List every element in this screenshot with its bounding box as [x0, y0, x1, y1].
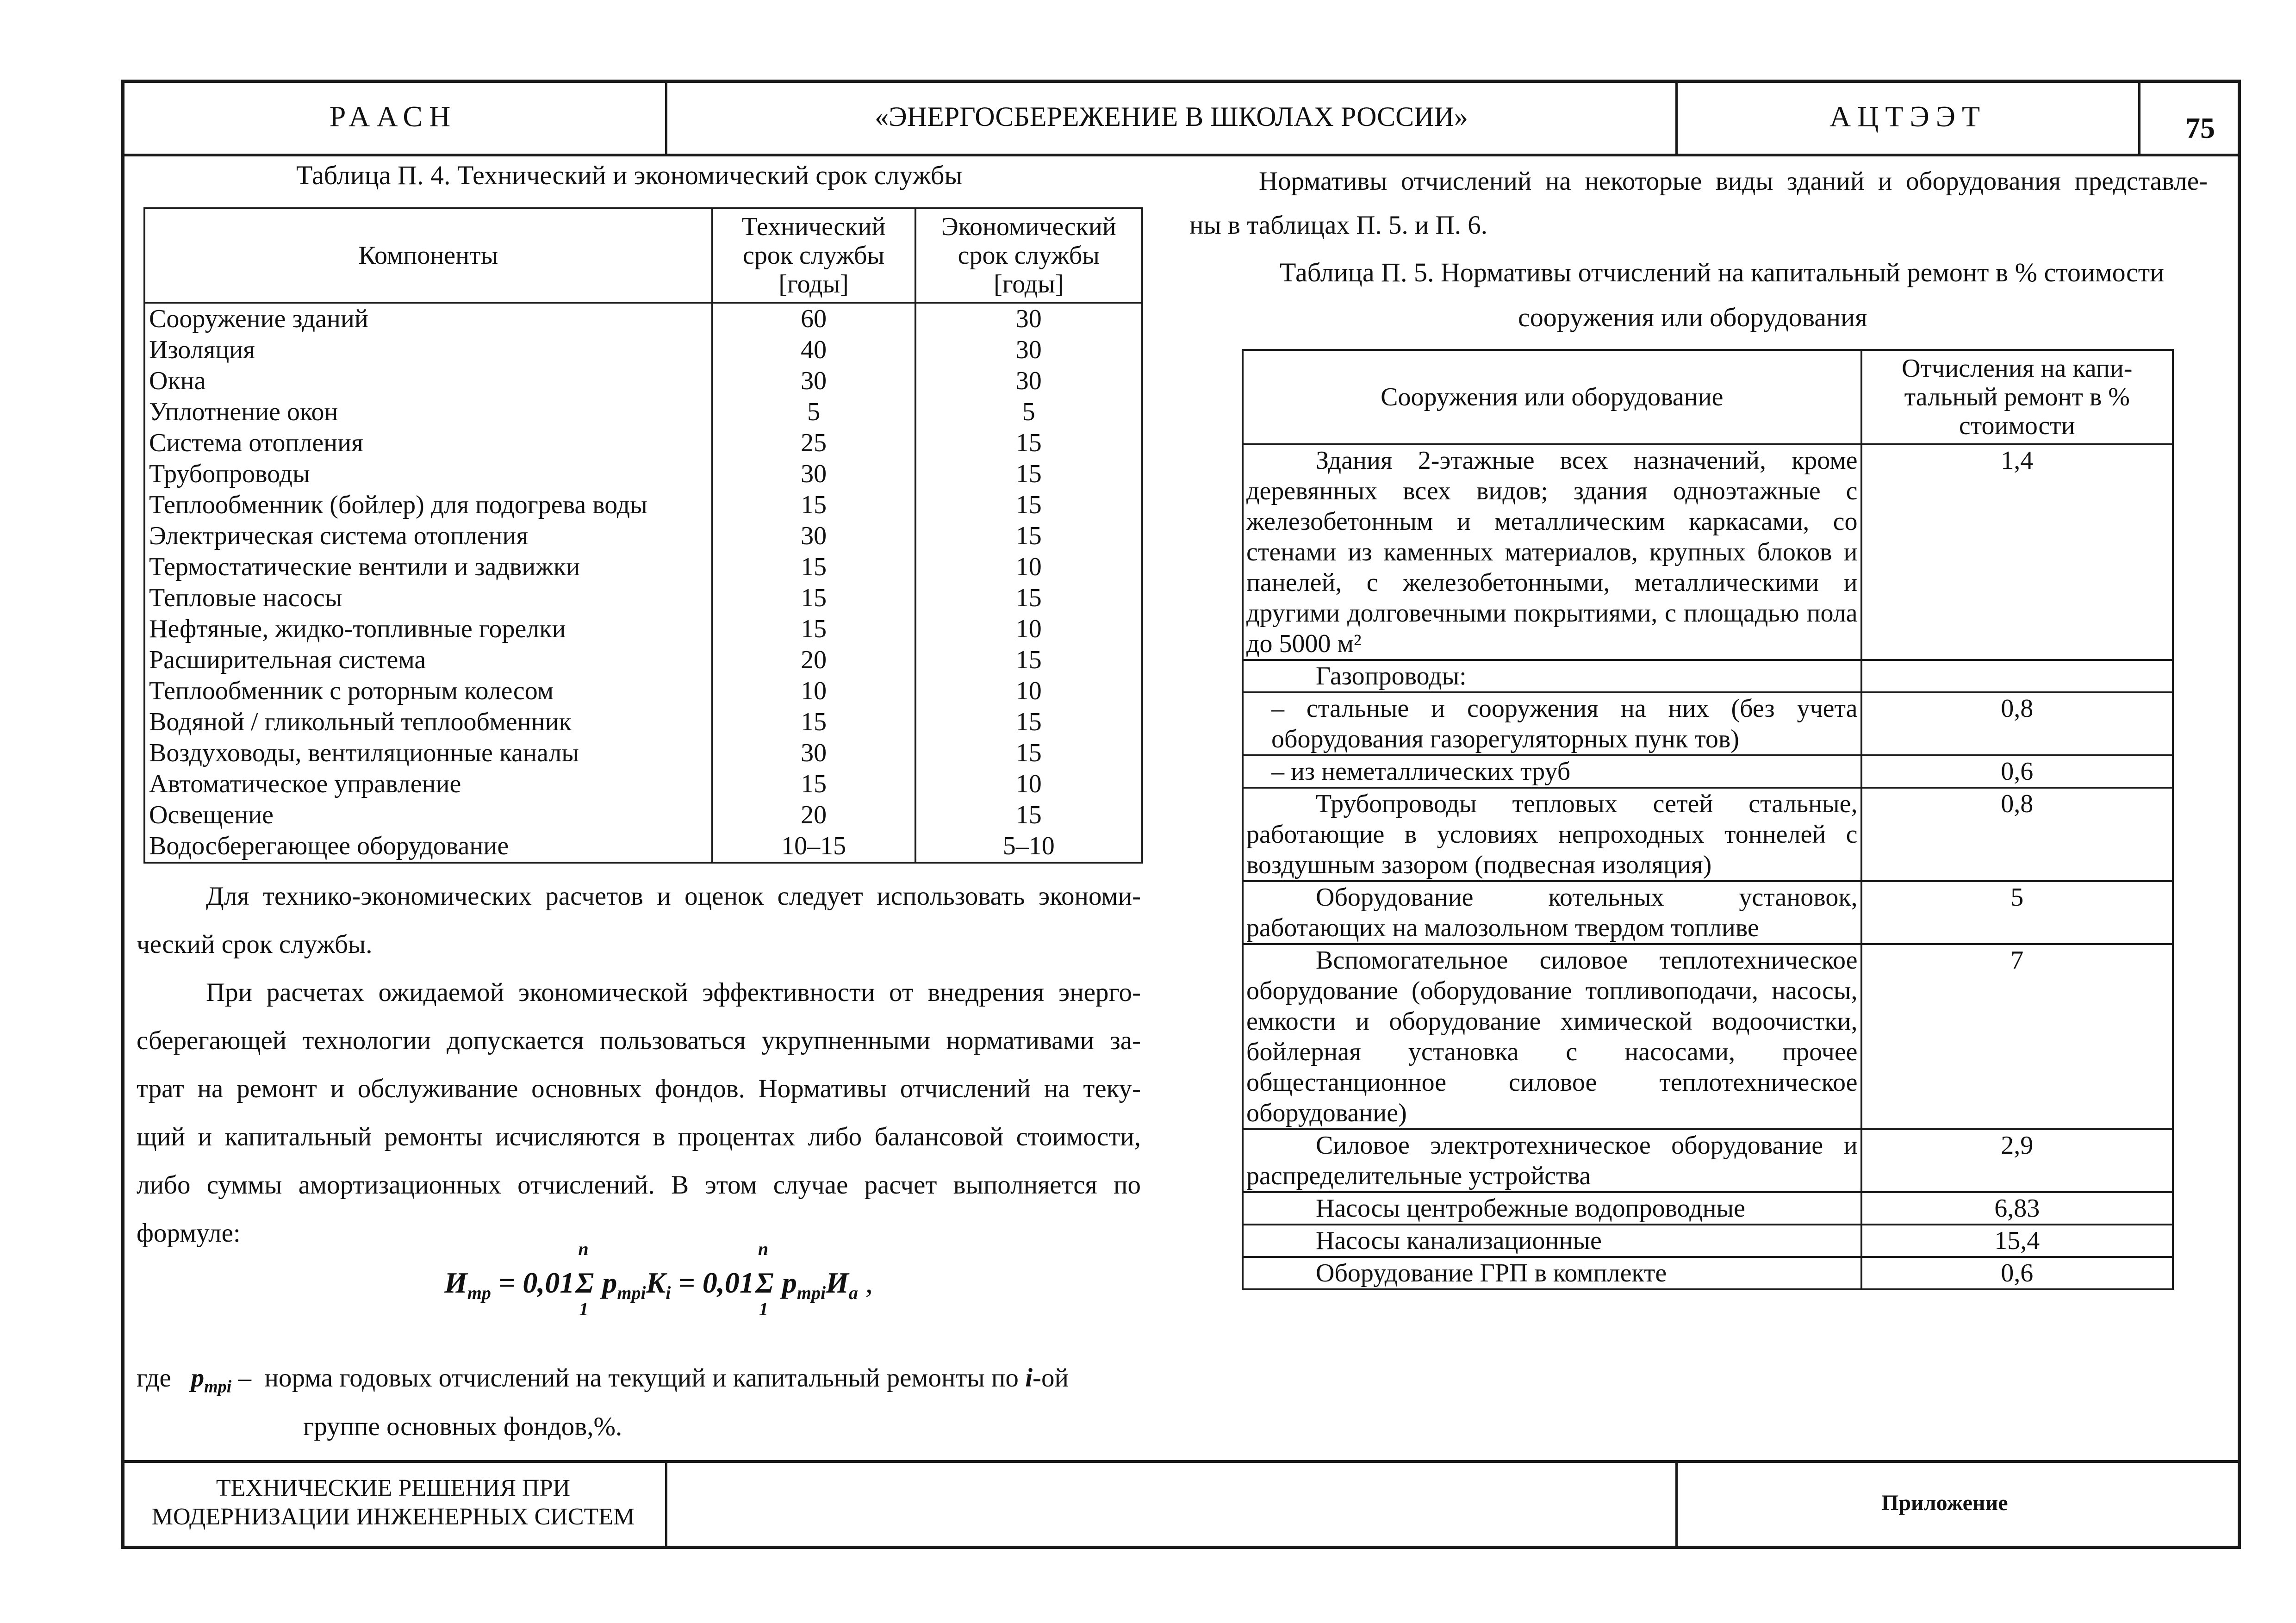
- table4-cell-econ: 15: [915, 490, 1143, 521]
- formula-ia: И: [826, 1266, 849, 1299]
- table5-row: [1243, 660, 2173, 692]
- table4-cell-econ: 15: [915, 707, 1143, 738]
- table4-cell-name: Тепловые насосы: [144, 583, 712, 614]
- table4-cell-name: Автоматическое управление: [144, 769, 712, 800]
- formula-lhs: И: [444, 1266, 467, 1299]
- table4-cell-tech: 15: [712, 707, 915, 738]
- formula: [444, 1238, 873, 1349]
- econ-header-line1: Экономический: [941, 212, 1116, 241]
- table4-row: [144, 521, 1142, 552]
- table5-row: [1243, 755, 2173, 788]
- table4-cell-econ: 30: [915, 303, 1143, 335]
- where-text: норма годовых отчислений на текущий и капитальный ремонты по: [264, 1363, 1019, 1393]
- table5-cell-value: 0,8: [1861, 788, 2173, 881]
- table4-cell-econ: 30: [915, 366, 1143, 397]
- table5-cell-value: 7: [1861, 944, 2173, 1129]
- table5-caption-line2: сооружения или оборудования: [1518, 302, 1867, 332]
- where-line-2: группе основных фондов,%.: [303, 1412, 622, 1441]
- table4-cell-tech: 30: [712, 521, 915, 552]
- paragraph-1-line-1: Для технико-экономических расчетов и оценок следует использовать экономи-: [206, 882, 1141, 911]
- table5: [1242, 349, 2174, 1290]
- table5-cell-value: 0,6: [1861, 1257, 2173, 1289]
- table5-cell-object: Газопроводы:: [1243, 660, 1861, 692]
- table5-cell-value: [1861, 660, 2173, 692]
- footer-title-line2: МОДЕРНИЗАЦИИ ИНЖЕНЕРНЫХ СИСТЕМ: [151, 1504, 635, 1530]
- formula-p2: p: [782, 1266, 797, 1299]
- header-divider-3: [2138, 80, 2140, 155]
- table4-cell-tech: 30: [712, 459, 915, 490]
- table4-header-econ: [915, 208, 1143, 303]
- table5-row: [1243, 1225, 2173, 1257]
- table4-cell-econ: 15: [915, 521, 1143, 552]
- page-number: 75: [2185, 112, 2215, 144]
- table4-row: [144, 552, 1142, 583]
- table4-cell-econ: 10: [915, 614, 1143, 645]
- pct-header-line1: Отчисления на капи-: [1902, 354, 2133, 383]
- where-symbol-sub: трі: [204, 1377, 232, 1397]
- table4-cell-name: Трубопроводы: [144, 459, 712, 490]
- table5-cell-object: – стальные и сооружения на них (без учета оборудования газорегуляторных пунк тов): [1243, 692, 1861, 755]
- pct-header-line3: стоимости: [1959, 411, 2075, 440]
- table5-cell-object: Здания 2-этажные всех назначений, кроме деревянных всех видов; здания одноэтажные с железобетонным и металлическим каркасами, со стенами из каменных материалов, крупных блоков и панелей, с железобетонными, металлическими и другими долговечными покрытиями, с площадью пола до 5000 м²: [1243, 444, 1861, 660]
- table5-cell-object: Насосы центробежные водопроводные: [1243, 1192, 1861, 1225]
- table4-cell-tech: 30: [712, 366, 915, 397]
- formula-p2-sub: трі: [796, 1282, 826, 1303]
- table4-row: [144, 459, 1142, 490]
- sum-2-top: n: [758, 1238, 769, 1259]
- footer-divider: [121, 1460, 2241, 1463]
- table4-cell-tech: 15: [712, 583, 915, 614]
- formula-k: K: [646, 1266, 666, 1299]
- table4-cell-tech: 15: [712, 490, 915, 521]
- table5-cell-value: 15,4: [1861, 1225, 2173, 1257]
- table4-cell-econ: 5–10: [915, 831, 1143, 863]
- table4-cell-econ: 15: [915, 459, 1143, 490]
- table4-row: [144, 490, 1142, 521]
- table5-header-object: Сооружения или оборудование: [1243, 350, 1861, 444]
- sum-1-bottom: 1: [579, 1299, 589, 1319]
- table4-cell-name: Нефтяные, жидко-топливные горелки: [144, 614, 712, 645]
- table4-cell-tech: 15: [712, 769, 915, 800]
- table4-cell-name: Освещение: [144, 800, 712, 831]
- table5-row: [1243, 444, 2173, 660]
- table5-row: [1243, 788, 2173, 881]
- right-paragraph-line-1: Нормативы отчислений на некоторые виды зданий и оборудования представле-: [1259, 167, 2208, 196]
- table4-cell-econ: 10: [915, 676, 1143, 707]
- footer-divider-2: [1675, 1460, 1678, 1549]
- tech-header-line1: Технический: [741, 212, 886, 241]
- formula-ia-sub: a: [848, 1282, 858, 1303]
- sum-1-sign: Σ: [575, 1266, 594, 1299]
- table5-cell-value: 6,83: [1861, 1192, 2173, 1225]
- paragraph-2-line-6: формуле:: [137, 1219, 241, 1248]
- table4-cell-name: Сооружение зданий: [144, 303, 712, 335]
- table5-row: [1243, 1257, 2173, 1289]
- table4-cell-tech: 10–15: [712, 831, 915, 863]
- table5-header-row: [1243, 350, 2173, 444]
- table5-cell-value: 0,8: [1861, 692, 2173, 755]
- table4-cell-econ: 15: [915, 428, 1143, 459]
- table4-row: [144, 303, 1142, 335]
- table4-cell-econ: 15: [915, 583, 1143, 614]
- table5-cell-object: – из неметаллических труб: [1243, 755, 1861, 788]
- econ-header-line2: срок службы: [958, 241, 1100, 270]
- paragraph-1-line-2: ческий срок службы.: [137, 930, 373, 959]
- table4-cell-name: Изоляция: [144, 335, 712, 366]
- table4-row: [144, 676, 1142, 707]
- sum-1-top: n: [578, 1238, 589, 1259]
- where-i: i: [1025, 1363, 1033, 1393]
- table4-cell-econ: 5: [915, 397, 1143, 428]
- footer-divider-1: [665, 1460, 667, 1549]
- table4-caption: Таблица П. 4. Технический и экономический срок службы: [296, 160, 963, 190]
- table4-row: [144, 769, 1142, 800]
- table4-header-row: [144, 208, 1142, 303]
- table4-cell-tech: 15: [712, 614, 915, 645]
- econ-header-line3: [годы]: [994, 270, 1064, 298]
- table5-row: [1243, 1129, 2173, 1192]
- formula-comma: ,: [865, 1266, 873, 1299]
- tech-header-line2: срок службы: [742, 241, 885, 270]
- paragraph-2-line-5: либо суммы амортизационных отчислений. В этом случае расчет выполняется по: [137, 1170, 1141, 1200]
- table4-cell-tech: 60: [712, 303, 915, 335]
- table5-header-pct: [1861, 350, 2173, 444]
- table4-cell-name: Теплообменник с роторным колесом: [144, 676, 712, 707]
- table5-cell-object: Трубопроводы тепловых сетей стальные, работающие в условиях непроходных тоннелей с воздушным зазором (подвесная изоляция): [1243, 788, 1861, 881]
- table4-row: [144, 645, 1142, 676]
- table4-row: [144, 366, 1142, 397]
- table5-caption-line1: Таблица П. 5. Нормативы отчислений на капитальный ремонт в % стоимости: [1280, 257, 2165, 287]
- table5-row: [1243, 881, 2173, 944]
- table4-row: [144, 583, 1142, 614]
- table4-header-component: Компоненты: [144, 208, 712, 303]
- table4-row: [144, 335, 1142, 366]
- footer-section-title: [121, 1474, 665, 1531]
- table4-row: [144, 738, 1142, 769]
- table4-cell-name: Расширительная система: [144, 645, 712, 676]
- table4-cell-econ: 30: [915, 335, 1143, 366]
- paragraph-2-line-2: сберегающей технологии допускается пользоваться укрупненными нормативами за-: [137, 1026, 1141, 1055]
- table4-cell-tech: 30: [712, 738, 915, 769]
- table4-cell-tech: 20: [712, 800, 915, 831]
- footer-appendix-label: Приложение: [1881, 1491, 2008, 1515]
- where-dash: –: [238, 1363, 251, 1393]
- table4-cell-name: Окна: [144, 366, 712, 397]
- table4-cell-econ: 15: [915, 645, 1143, 676]
- formula-p: p: [602, 1266, 617, 1299]
- table4-cell-name: Водяной / гликольный теплообменник: [144, 707, 712, 738]
- paragraph-2-line-4: щий и капитальный ремонты исчисляются в процентах либо балансовой стоимости,: [137, 1122, 1141, 1151]
- where-line-1: [137, 1363, 1069, 1397]
- formula-lhs-sub: тр: [467, 1282, 491, 1303]
- tech-header-line3: [годы]: [778, 270, 849, 298]
- paragraph-2-line-3: трат на ремонт и обслуживание основных фондов. Нормативы отчислений на теку-: [137, 1074, 1141, 1103]
- table5-cell-value: 0,6: [1861, 755, 2173, 788]
- where-suffix: -ой: [1033, 1363, 1069, 1393]
- table4-cell-tech: 25: [712, 428, 915, 459]
- table4-cell-name: Уплотнение окон: [144, 397, 712, 428]
- sum-1: [574, 1238, 595, 1319]
- header-institute: АЦТЭЭТ: [1829, 100, 1987, 133]
- table5-row: [1243, 692, 2173, 755]
- table5-cell-object: Вспомогательное силовое теплотехническое оборудование (оборудование топливоподачи, насосы, емкости и оборудование химической водоочистки, бойлерная установка с насосами, прочее общестанционное силовое теплотехническое оборудование): [1243, 944, 1861, 1129]
- table4-cell-econ: 10: [915, 769, 1143, 800]
- table5-cell-value: 2,9: [1861, 1129, 2173, 1192]
- table4-cell-econ: 15: [915, 800, 1143, 831]
- table4-cell-name: Теплообменник (бойлер) для подогрева воды: [144, 490, 712, 521]
- formula-p-sub: трі: [617, 1282, 646, 1303]
- table4-row: [144, 831, 1142, 863]
- table5-cell-object: Оборудование ГРП в комплекте: [1243, 1257, 1861, 1289]
- formula-eq1: = 0,01: [498, 1266, 575, 1299]
- table4-cell-tech: 20: [712, 645, 915, 676]
- table4-row: [144, 707, 1142, 738]
- paragraph-2-line-1: При расчетах ожидаемой экономической эффективности от внедрения энерго-: [206, 978, 1141, 1007]
- table4-cell-tech: 15: [712, 552, 915, 583]
- where-word: где: [137, 1363, 171, 1393]
- table5-cell-object: Силовое электротехническое оборудование и распределительные устройства: [1243, 1129, 1861, 1192]
- table4-row: [144, 428, 1142, 459]
- header-divider: [121, 154, 2241, 156]
- table4-cell-econ: 15: [915, 738, 1143, 769]
- table5-cell-object: Насосы канализационные: [1243, 1225, 1861, 1257]
- table4-row: [144, 800, 1142, 831]
- table4-row: [144, 397, 1142, 428]
- where-symbol: p: [191, 1363, 205, 1393]
- sum-2: [754, 1238, 775, 1319]
- table4-cell-tech: 40: [712, 335, 915, 366]
- table4-cell-tech: 5: [712, 397, 915, 428]
- table5-cell-value: 5: [1861, 881, 2173, 944]
- formula-k-sub: i: [666, 1282, 671, 1303]
- table4-cell-name: Водосберегающее оборудование: [144, 831, 712, 863]
- table4-header-tech: [712, 208, 915, 303]
- table5-row: [1243, 1192, 2173, 1225]
- sum-2-bottom: 1: [759, 1299, 768, 1319]
- table4-cell-name: Электрическая система отопления: [144, 521, 712, 552]
- footer-title-line1: ТЕХНИЧЕСКИЕ РЕШЕНИЯ ПРИ: [216, 1475, 571, 1501]
- header-org: РААСН: [329, 100, 457, 133]
- table4-cell-tech: 10: [712, 676, 915, 707]
- header-title: «ЭНЕРГОСБЕРЕЖЕНИЕ В ШКОЛАХ РОССИИ»: [875, 101, 1468, 132]
- formula-eq2: = 0,01: [678, 1266, 754, 1299]
- pct-header-line2: тальный ремонт в %: [1904, 383, 2130, 411]
- table5-cell-object: Оборудование котельных установок, работающих на малозольном твердом топливе: [1243, 881, 1861, 944]
- table5-row: [1243, 944, 2173, 1129]
- table4-cell-name: Система отопления: [144, 428, 712, 459]
- right-paragraph-line-2: ны в таблицах П. 5. и П. 6.: [1189, 211, 1488, 240]
- sum-2-sign: Σ: [755, 1266, 774, 1299]
- table5-cell-value: 1,4: [1861, 444, 2173, 660]
- table4-cell-econ: 10: [915, 552, 1143, 583]
- table4-row: [144, 614, 1142, 645]
- table4-cell-name: Воздуховоды, вентиляционные каналы: [144, 738, 712, 769]
- table4-cell-name: Термостатические вентили и задвижки: [144, 552, 712, 583]
- table4: [143, 207, 1143, 864]
